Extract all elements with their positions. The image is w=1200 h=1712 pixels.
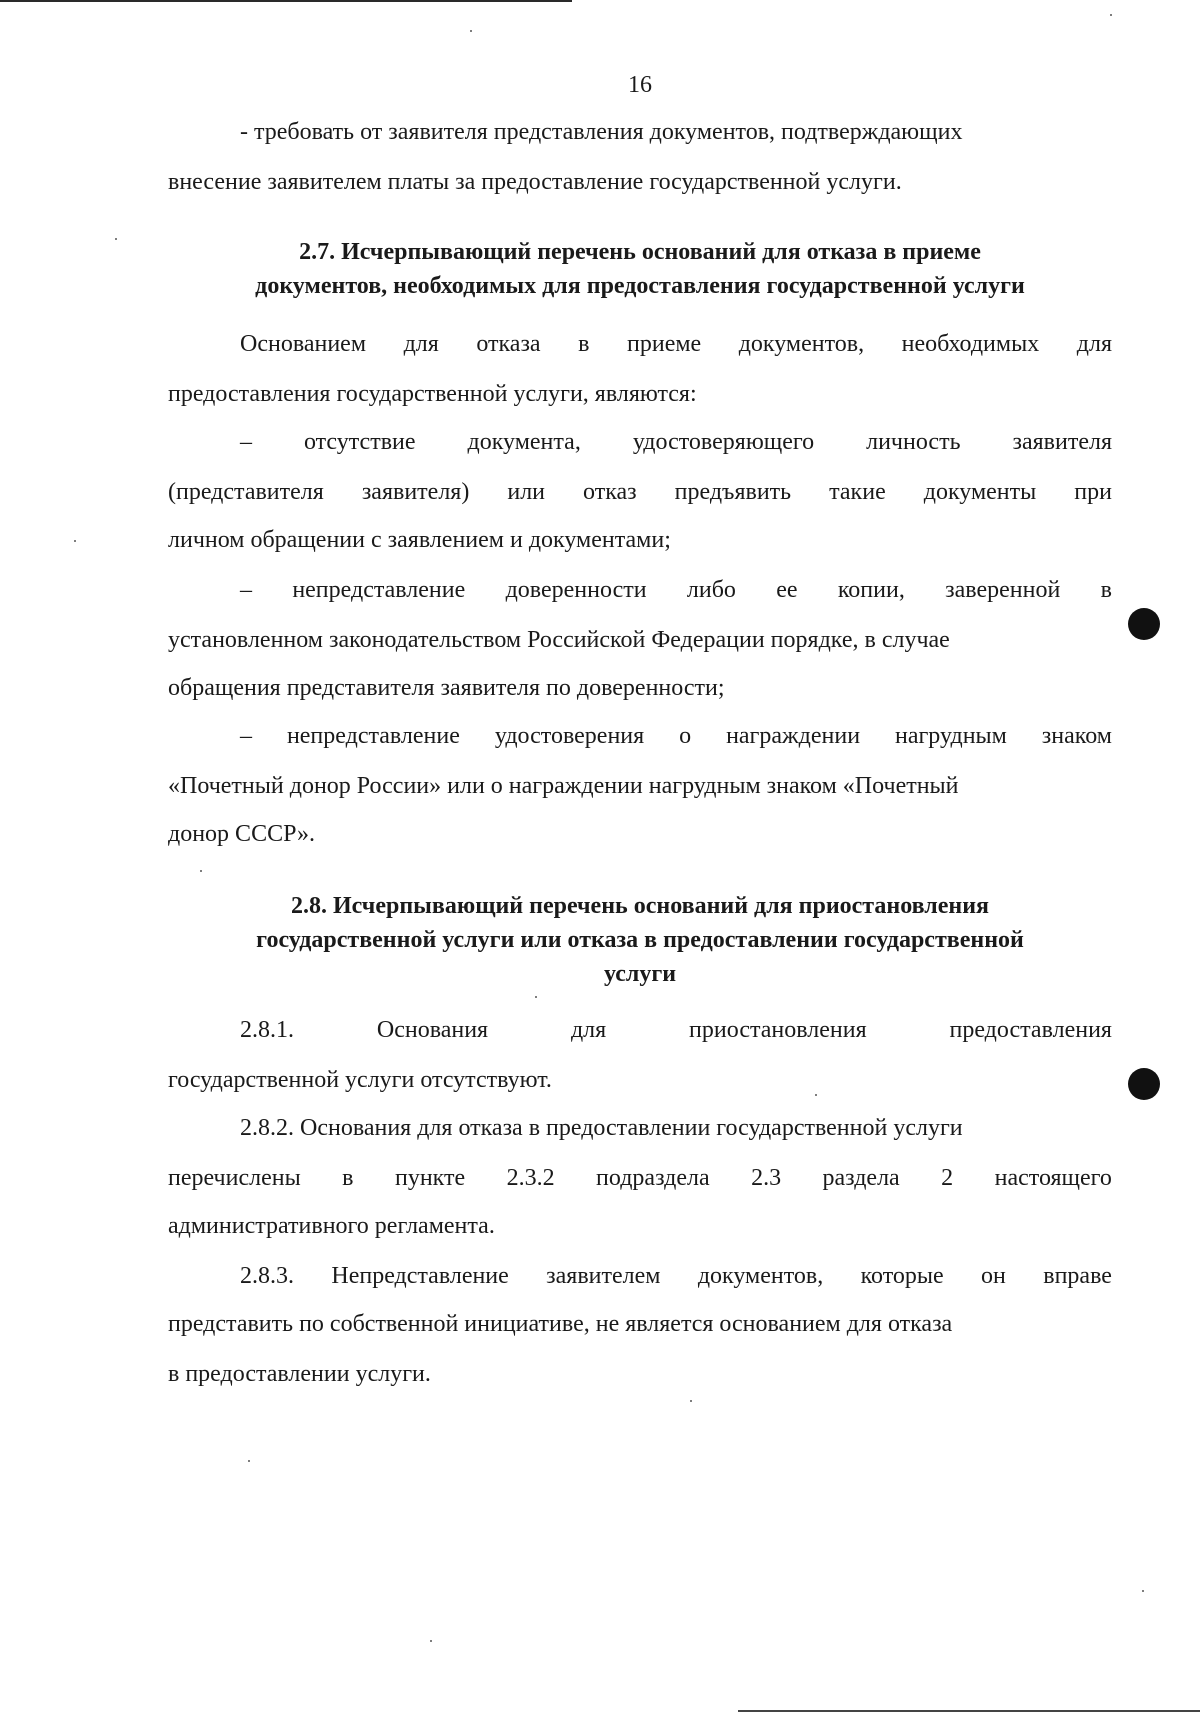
word: заявителем [546,1263,661,1289]
p-2-8-1-line-1 [240,1016,1112,1044]
word: документы [923,479,1037,505]
item-2-line-3: обращения представителя заявителя по доверенности; [168,675,725,701]
word: заверенной [945,577,1061,603]
word: 2.8.3. [240,1263,294,1289]
scan-speck [470,30,472,32]
p-2-8-3-line-3: в предоставлении услуги. [168,1361,431,1387]
word: предъявить [674,479,792,505]
section-2-8-heading-line-2: государственной услуги или отказа в предоставлении государственной [256,927,1024,953]
word: которые [860,1263,944,1289]
word: перечислены [168,1165,301,1191]
p-2-8-3-line-1 [240,1262,1112,1290]
section-2-7-heading-line-1: 2.7. Исчерпывающий перечень оснований для отказа в приеме [299,239,981,265]
word: награждении [726,723,861,749]
scan-speck [430,1640,432,1642]
word: 2.8.1. [240,1017,294,1043]
scan-speck [248,1460,250,1462]
word: для [1076,331,1112,357]
word: 2.3 [751,1165,782,1191]
word: документов, [697,1263,824,1289]
word: знаком [1041,723,1112,749]
binding-hole [1128,1068,1160,1100]
scan-speck [535,996,537,998]
section-2-8-heading-line-3: услуги [603,961,677,987]
word: Основания [376,1017,489,1043]
word: личность [866,429,961,455]
word: Непредставление [331,1263,509,1289]
word: раздела [822,1165,900,1191]
word: доверенности [505,577,647,603]
word: (представителя [168,479,324,505]
word: о [679,723,692,749]
scan-speck [815,1094,817,1096]
word: удостоверения [494,723,645,749]
word: копии, [837,577,905,603]
word: 2 [941,1165,954,1191]
word: в [1100,577,1112,603]
item-1-line-2 [168,478,1112,506]
p-2-8-2-line-1: 2.8.2. Основания для отказа в предоставлении государственной услуги [240,1115,963,1141]
word: Основанием [240,331,367,357]
item-1-line-1 [240,428,1112,456]
p-2-8-3-line-2: представить по собственной инициативе, не является основанием для отказа [168,1311,953,1337]
scan-speck [115,238,117,240]
word: для [403,331,439,357]
section-2-7-intro-line-1 [240,330,1112,358]
item-3-line-2: «Почетный донор России» или о награждении нагрудным знаком «Почетный [168,773,959,799]
word: отказ [583,479,637,505]
word: в [578,331,590,357]
item-2-line-1 [240,576,1112,604]
word: или [507,479,546,505]
word: вправе [1043,1263,1112,1289]
word: документов, [738,331,865,357]
item-3-line-3: донор СССР». [168,821,316,847]
word: – [240,429,252,455]
word: – [240,577,252,603]
word: удостоверяющего [632,429,815,455]
word: отказа [476,331,541,357]
word: заявителя) [361,479,470,505]
scan-top-rule [0,0,572,2]
word: 2.3.2 [506,1165,555,1191]
word: отсутствие [303,429,416,455]
binding-hole [1128,608,1160,640]
word: в [342,1165,354,1191]
item-2-line-2: установленном законодательством Российской Федерации порядке, в случае [168,627,950,653]
word: такие [829,479,886,505]
p-2-8-1-line-2: государственной услуги отсутствуют. [168,1067,552,1093]
para-0-line-1: - требовать от заявителя представления документов, подтверждающих [240,119,963,145]
page-number: 16 [628,72,652,98]
item-3-line-1 [240,722,1112,750]
word: необходимых [901,331,1040,357]
word: подраздела [596,1165,710,1191]
section-2-8-heading-line-1: 2.8. Исчерпывающий перечень оснований для приостановления [290,893,990,919]
item-1-line-3: личном обращении с заявлением и документами; [168,527,671,553]
word: он [981,1263,1006,1289]
word: заявителя [1012,429,1112,455]
word: нагрудным [894,723,1007,749]
section-2-7-intro-line-2: предоставления государственной услуги, являются: [168,381,697,407]
p-2-8-2-line-2 [168,1164,1112,1192]
word: предоставления [949,1017,1112,1043]
section-2-7-heading-line-2: документов, необходимых для предоставления государственной услуги [255,273,1025,299]
word: настоящего [994,1165,1112,1191]
word: при [1074,479,1112,505]
word: непредставление [286,723,460,749]
word: пункте [394,1165,466,1191]
para-0-line-2: внесение заявителем платы за предоставление государственной услуги. [168,169,902,195]
scan-speck [1142,1590,1144,1592]
word: – [240,723,252,749]
p-2-8-2-line-3: административного регламента. [168,1213,495,1239]
scan-speck [1110,14,1112,16]
word: приеме [627,331,702,357]
word: непредставление [292,577,466,603]
word: приостановления [689,1017,867,1043]
scan-speck [74,540,76,542]
word: ее [776,577,798,603]
word: для [570,1017,607,1043]
scan-speck [690,1400,692,1402]
scan-speck [200,870,202,872]
word: документа, [467,429,581,455]
word: либо [686,577,736,603]
